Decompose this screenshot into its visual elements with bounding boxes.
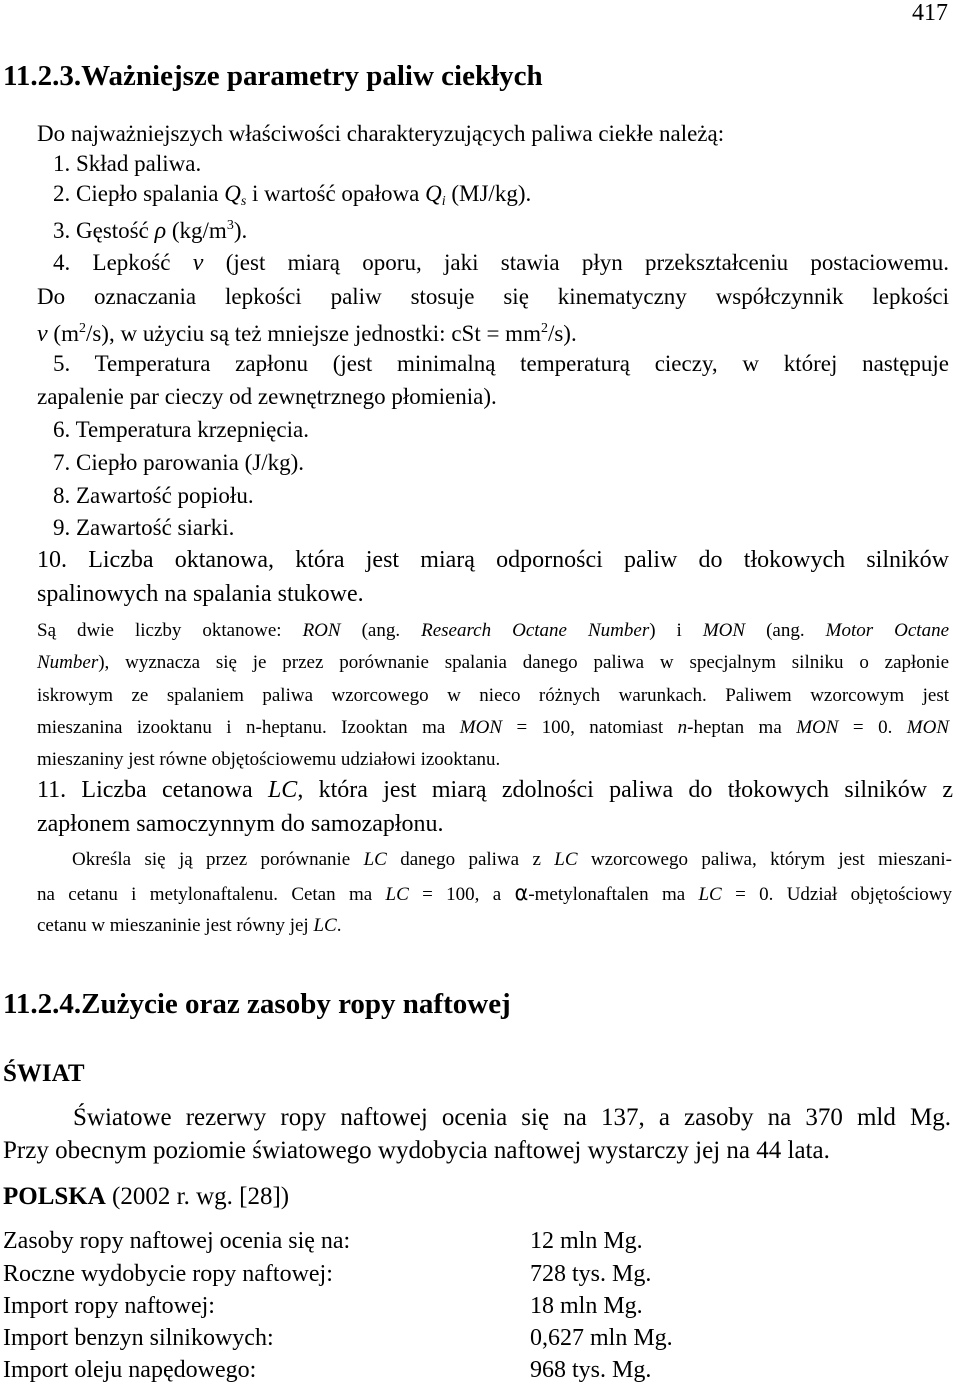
- poland-row-label: Import benzyn silnikowych:: [3, 1325, 274, 1351]
- section-number: 11.2.3.: [3, 60, 82, 92]
- poland-heading-line: [3, 1183, 289, 1211]
- item2-s-subscript: s: [240, 194, 247, 209]
- note11-l1-c: wzorcowego paliwa, którym jest mieszani-: [577, 849, 952, 870]
- lc-abbr-6: LC: [313, 915, 337, 936]
- list-item-3: [53, 212, 247, 245]
- alpha-symbol: α: [514, 881, 529, 905]
- item4-text-b: (jest miarą oporu, jaki stawia płyn przekształceniu postaciowemu.: [203, 250, 950, 275]
- note10-l2-a: ), wyznacza się je przez porównanie spalania danego paliwa w specjalnym silniku o zapłonie: [98, 652, 949, 673]
- poland-row-label: Zasoby ropy naftowej ocenia się na:: [3, 1228, 351, 1254]
- note11-l2-a: na cetanu i metylonaftalenu. Cetan ma: [37, 884, 386, 905]
- intro-paragraph: Do najważniejszych właściwości charakteryzujących paliwa ciekłe należą:: [37, 121, 725, 146]
- list-item-5-line-1: 5. Temperatura zapłonu (jest minimalną temperaturą cieczy, w której następuje: [53, 351, 949, 376]
- ron-abbr: RON: [302, 620, 341, 641]
- note10-l1-c: ) i: [649, 620, 703, 641]
- list-item-11-line-1: [37, 776, 953, 804]
- world-heading: ŚWIAT: [3, 1060, 85, 1087]
- rho-symbol: ρ: [154, 218, 167, 244]
- list-item-5-line-2: zapalenie par cieczy od zewnętrznego płomienia).: [37, 384, 497, 409]
- list-item-2: [53, 180, 531, 216]
- world-text-line-1: Światowe rezerwy ropy naftowej ocenia się na 137, a zasoby na 370 mld Mg.: [73, 1104, 951, 1131]
- number-word: Number: [37, 652, 99, 673]
- note11-l1-a: Określa się ją przez porównanie: [72, 849, 364, 870]
- note11-l2-d: = 0. Udział objętościowy: [721, 884, 952, 905]
- item2-qs-symbol: Q: [224, 181, 241, 206]
- n-prefix: n: [677, 717, 688, 738]
- lc-abbr-5: LC: [698, 884, 722, 905]
- nu-symbol: ν: [192, 250, 204, 276]
- item-10-note-line-2: [37, 649, 949, 677]
- note11-l3-b: .: [336, 915, 342, 936]
- list-item-8: 8. Zawartość popiołu.: [53, 483, 254, 508]
- list-item-11-line-2: zapłonem samoczynnym do samozapłonu.: [37, 811, 444, 837]
- poland-row-value: 0,627 mln Mg.: [530, 1325, 673, 1351]
- item3-text-b: (kg/m: [166, 218, 227, 243]
- poland-source-note: (2002 r. wg. [28]): [105, 1183, 290, 1210]
- note10-l4-a: mieszanina izooktanu i n-heptanu. Izooktan ma: [37, 717, 460, 738]
- section-title-2: Zużycie oraz zasoby ropy naftowej: [81, 988, 511, 1020]
- section-title: Ważniejsze parametry paliw ciekłych: [81, 60, 543, 92]
- item4-superscript-2: 2: [540, 321, 548, 336]
- poland-row-value: 728 tys. Mg.: [530, 1261, 652, 1287]
- mon-abbr: MON: [702, 620, 746, 641]
- list-item-10-line-2: spalinowych na spalania stukowe.: [37, 581, 364, 607]
- item3-text-a: 3. Gęstość: [53, 218, 155, 243]
- item4-text-d: /s), w użyciu są też mniejsze jednostki: cSt = mm: [85, 321, 541, 346]
- note10-l1-b: (ang.: [340, 620, 422, 641]
- item-10-note-line-5: mieszaniny jest równe objętościowemu udziałowi izooktanu.: [37, 749, 501, 770]
- item2-text-a: 2. Ciepło spalania: [53, 181, 225, 206]
- poland-row-label: Import ropy naftowej:: [3, 1293, 215, 1319]
- mon-abbr-2: MON: [459, 717, 502, 738]
- list-item-4-line-2: Do oznaczania lepkości paliw stosuje się kinematyczny współczynnik lepkości: [37, 284, 949, 309]
- note11-l2-b: = 100, a: [408, 884, 515, 905]
- item3-text-c: ).: [233, 218, 248, 243]
- note10-l1-d: (ang.: [745, 620, 826, 641]
- item11-text-b: , która jest miarą zdolności paliwa do tłokowych silników z: [297, 777, 953, 803]
- nu-symbol-2: ν: [37, 321, 48, 347]
- note10-l4-d: = 0.: [838, 717, 907, 738]
- lc-abbr-3: LC: [554, 849, 578, 870]
- item-11-note-line-1: [72, 846, 952, 874]
- item2-text-c: (MJ/kg).: [445, 181, 532, 206]
- poland-row-label: Roczne wydobycie ropy naftowej:: [3, 1261, 333, 1287]
- section-heading-11-2-4: [3, 988, 511, 1021]
- item4-text-c: (m: [47, 321, 79, 346]
- poland-row-value: 12 mln Mg.: [530, 1228, 643, 1254]
- motor-octane: Motor Octane: [825, 620, 950, 641]
- item4-superscript-1: 2: [78, 321, 86, 336]
- item-11-note-line-3: [37, 912, 341, 940]
- poland-row-value: 18 mln Mg.: [530, 1293, 643, 1319]
- list-item-6: 6. Temperatura krzepnięcia.: [53, 417, 309, 442]
- section-heading-11-2-3: [3, 60, 543, 93]
- item3-superscript: 3: [226, 218, 234, 233]
- lc-abbr: LC: [267, 777, 298, 803]
- section-number-2: 11.2.4.: [3, 988, 82, 1020]
- list-item-9: 9. Zawartość siarki.: [53, 515, 235, 540]
- item4-text-a: 4. Lepkość: [53, 250, 193, 275]
- poland-row-label: Import oleju napędowego:: [3, 1357, 257, 1383]
- list-item-4-line-3: [37, 315, 577, 348]
- list-item-10-line-1: 10. Liczba oktanowa, która jest miarą odporności paliw do tłokowych silników: [37, 547, 949, 573]
- page-number: 417: [912, 0, 948, 26]
- item4-text-e: /s).: [547, 321, 577, 346]
- item-10-note-line-3: iskrowym ze spalaniem paliwa wzorcowego w nieco różnych warunkach. Paliwem wzorcowym jest: [37, 685, 949, 706]
- list-item-1: 1. Skład paliwa.: [53, 151, 202, 176]
- poland-heading: POLSKA: [3, 1183, 106, 1210]
- item-10-note-line-1: [37, 617, 949, 645]
- item2-qi-symbol: Q: [425, 181, 442, 206]
- research-octane-number: Research Octane Number: [421, 620, 650, 641]
- item11-text-a: 11. Liczba cetanowa: [37, 777, 268, 803]
- note11-l3-a: cetanu w mieszaninie jest równy jej: [37, 915, 314, 936]
- item-10-note-line-4: [37, 714, 949, 742]
- mon-abbr-4: MON: [906, 717, 950, 738]
- item-11-note-line-2: [37, 879, 952, 909]
- lc-abbr-2: LC: [363, 849, 387, 870]
- note11-l1-b: danego paliwa z: [386, 849, 555, 870]
- note10-l4-b: = 100, natomiast: [502, 717, 678, 738]
- note10-l4-c: -heptan ma: [687, 717, 797, 738]
- world-text-line-2: Przy obecnym poziomie światowego wydobycia naftowej wystarczy jej na 44 lata.: [3, 1137, 830, 1164]
- note10-l1-a: Są dwie liczby oktanowe:: [37, 620, 303, 641]
- item2-i-subscript: i: [441, 194, 446, 209]
- item2-text-b: i wartość opałowa: [246, 181, 426, 206]
- note11-l2-c: -metylonaftalen ma: [528, 884, 699, 905]
- poland-row-value: 968 tys. Mg.: [530, 1357, 652, 1383]
- lc-abbr-4: LC: [385, 884, 409, 905]
- list-item-4-line-1: [53, 249, 949, 277]
- list-item-7: 7. Ciepło parowania (J/kg).: [53, 450, 305, 475]
- mon-abbr-3: MON: [796, 717, 839, 738]
